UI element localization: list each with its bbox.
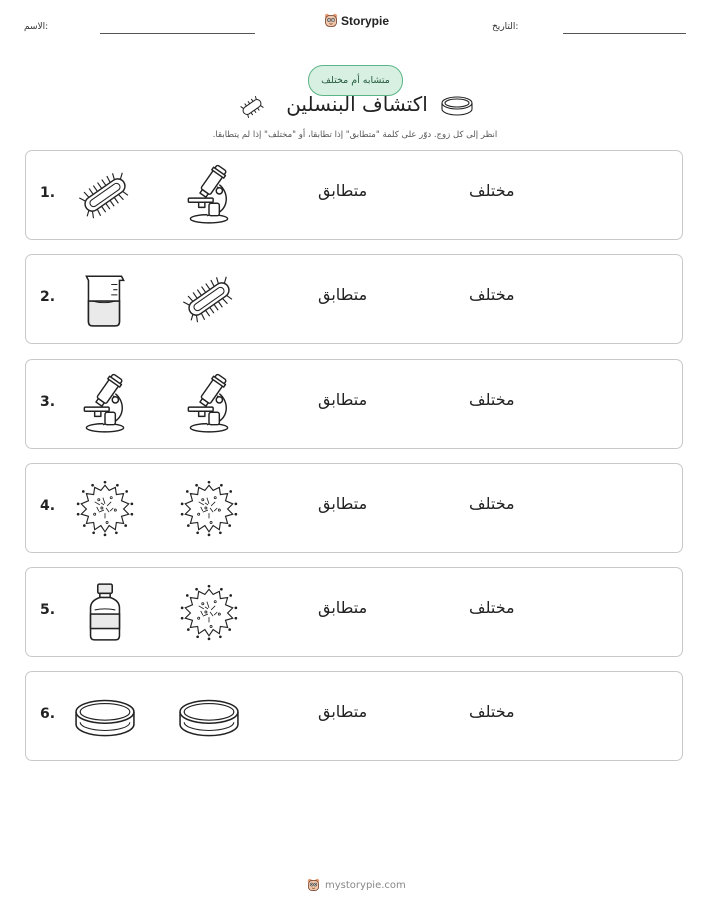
row-number: 2. (40, 289, 56, 305)
left-image (74, 581, 136, 643)
row-number: 3. (40, 394, 56, 410)
right-image (178, 581, 240, 643)
same-option[interactable]: متطابق (318, 285, 368, 304)
name-line[interactable] (100, 33, 255, 34)
different-option[interactable]: مختلف (469, 285, 515, 304)
microscope-icon (178, 164, 240, 226)
match-row (25, 463, 683, 553)
storypie-logo (324, 13, 389, 29)
mold-spore-icon (178, 581, 240, 643)
bacteria-icon (238, 95, 266, 119)
microscope-icon (74, 373, 136, 435)
mold-spore-icon (74, 477, 136, 539)
bacteria-icon (178, 268, 240, 330)
left-image (74, 685, 136, 747)
petri-dish-icon (440, 94, 474, 118)
footer (307, 878, 406, 893)
left-image (74, 164, 136, 226)
match-row (25, 359, 683, 449)
medicine-vial-icon (74, 581, 136, 643)
brand-name: Storypie (341, 14, 390, 28)
page-title: اكتشاف البنسلين (286, 92, 428, 116)
same-option[interactable]: متطابق (318, 494, 368, 513)
date-label: التاريخ: (492, 22, 519, 32)
different-option[interactable]: مختلف (469, 598, 515, 617)
row-number: 5. (40, 602, 56, 618)
same-option[interactable]: متطابق (318, 702, 368, 721)
match-row (25, 254, 683, 344)
same-option[interactable]: متطابق (318, 390, 368, 409)
right-image (178, 164, 240, 226)
activity-badge: متشابه أم مختلف (308, 65, 403, 96)
row-number: 4. (40, 498, 56, 514)
left-image (74, 373, 136, 435)
bacteria-icon (74, 164, 136, 226)
right-image (178, 373, 240, 435)
left-image (74, 268, 136, 330)
different-option[interactable]: مختلف (469, 494, 515, 513)
different-option[interactable]: مختلف (469, 702, 515, 721)
footer-url[interactable]: mystorypie.com (325, 880, 406, 891)
instructions: انظر إلى كل زوج. دوّر على كلمة "متطابق" إذا تطابقا، أو "مختلف" إذا لم يتطابقا. (212, 130, 498, 140)
same-option[interactable]: متطابق (318, 181, 368, 200)
same-option[interactable]: متطابق (318, 598, 368, 617)
date-line[interactable] (563, 33, 686, 34)
microscope-icon (178, 373, 240, 435)
storypie-mascot-icon (324, 13, 338, 29)
right-image (178, 477, 240, 539)
match-row (25, 671, 683, 761)
match-row (25, 567, 683, 657)
right-image (178, 685, 240, 747)
different-option[interactable]: مختلف (469, 390, 515, 409)
different-option[interactable]: مختلف (469, 181, 515, 200)
petri-dish-icon (74, 685, 136, 747)
left-image (74, 477, 136, 539)
mold-spore-icon (178, 477, 240, 539)
row-number: 6. (40, 706, 56, 722)
storypie-mascot-icon (307, 878, 320, 893)
name-label: الاسم: (24, 22, 49, 32)
row-number: 1. (40, 185, 56, 201)
petri-dish-icon (178, 685, 240, 747)
match-row (25, 150, 683, 240)
beaker-icon (74, 268, 136, 330)
right-image (178, 268, 240, 330)
